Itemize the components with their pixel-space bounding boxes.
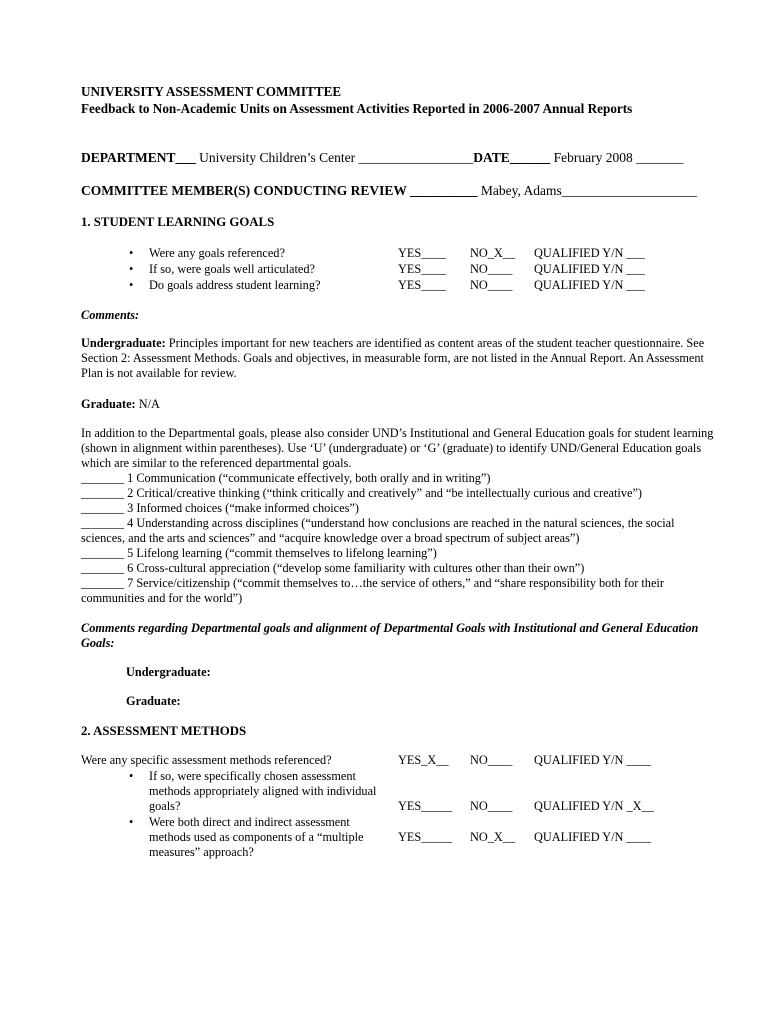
qualified-field: QUALIFIED Y/N ____ [534,753,652,767]
question-text: • Were any goals referenced? [149,246,285,261]
graduate-label: Graduate: [81,397,136,411]
qualified-field: QUALIFIED Y/N ___ [534,262,645,276]
question-text: • If so, were specifically chosen assessment methods appropriately aligned with individual goals? [149,769,394,814]
alignment-undergraduate-label: Undergraduate: [126,665,211,679]
goal-item-4: _______ 4 Understanding across disciplines (“understand how conclusions are reached in the natural sciences, the social [81,516,675,530]
alignment-comments-label: Comments regarding Departmental goals and alignment of Departmental Goals with Institutional and General Education Goals: [81,621,699,650]
no-field: NO____ [470,799,513,813]
qualified-field: QUALIFIED Y/N ___ [534,246,645,260]
question-text: Were any specific assessment methods referenced? [81,753,332,767]
reviewers-label: COMMITTEE MEMBER(S) CONDUCTING REVIEW __________ [81,183,478,198]
question-text: • If so, were goals well articulated? [149,262,315,277]
qualified-field: QUALIFIED Y/N ___ [534,278,645,292]
yes-field: YES____ [398,278,446,292]
qualified-field: QUALIFIED Y/N ____ [534,830,652,844]
department-label: DEPARTMENT___ [81,150,196,165]
no-field: NO____ [470,753,513,767]
goal-item-3: _______ 3 Informed choices (“make informed choices”) [81,501,359,515]
no-field: NO____ [470,262,513,276]
alignment-graduate-label: Graduate: [126,694,181,708]
section-title-student-learning-goals: 1. STUDENT LEARNING GOALS [81,215,275,229]
yes-field: YES____ [398,246,446,260]
goal-item-7-continued: communities and for the world”) [81,591,243,605]
no-field: NO_X__ [470,830,516,844]
date-value: February 2008 _______ [553,150,684,165]
graduate-comment [81,397,160,412]
undergraduate-label: Undergraduate: [81,336,166,350]
goal-item-1: _______ 1 Communication (“communicate effectively, both orally and in writing”) [81,471,491,485]
yes-field: YES____ [398,262,446,276]
goal-item-5: _______ 5 Lifelong learning (“commit themselves to lifelong learning”) [81,546,437,560]
institutional-goals-intro: In addition to the Departmental goals, please also consider UND’s Institutional and General Education goals for student learning (shown in alignment within parentheses). Use ‘U’ (undergraduate) or ‘G’ (graduate) to identify UND/General Education goals which are similar to the referenced departmental goals. [81,426,714,470]
document-subtitle: Feedback to Non-Academic Units on Assessment Activities Reported in 2006-2007 Annual Reports [81,101,633,116]
goal-item-7: _______ 7 Service/citizenship (“commit themselves to…the service of others,” and “share responsibility both for their [81,576,664,590]
department-line [81,150,683,165]
comments-label: Comments: [81,308,140,322]
reviewers-value: Mabey, Adams____________________ [480,183,697,198]
goal-item-4-continued: sciences, and the arts and sciences” and “acquire knowledge over a broad spectrum of subject areas”) [81,531,580,545]
reviewers-line [81,183,697,198]
date-label: DATE______ [473,150,551,165]
department-value: University Children’s Center _________________ [199,150,474,165]
yes-field: YES_____ [398,799,452,813]
no-field: NO____ [470,278,513,292]
question-text: • Do goals address student learning? [149,278,320,293]
committee-title: UNIVERSITY ASSESSMENT COMMITTEE [81,84,342,99]
yes-field: YES_____ [398,830,452,844]
no-field: NO_X__ [470,246,516,260]
qualified-field: QUALIFIED Y/N _X__ [534,799,654,813]
goal-item-2: _______ 2 Critical/creative thinking (“think critically and creatively” and “be intellectually curious and creative”) [81,486,642,500]
question-text: • Were both direct and indirect assessment methods used as components of a “multiple measures” approach? [149,815,394,860]
undergraduate-comment [81,336,721,381]
yes-field: YES_X__ [398,753,449,767]
graduate-text: N/A [135,397,160,411]
undergraduate-text: Principles important for new teachers are identified as content areas of the student teacher questionnaire. See Section 2: Assessment Methods. Goals and objectives, in measurable form, are not listed in the Annual Report. An Assessment Plan is not available for review. [81,336,705,380]
section-title-assessment-methods: 2. ASSESSMENT METHODS [81,724,247,738]
goal-item-6: _______ 6 Cross-cultural appreciation (“develop some familiarity with cultures other than their own”) [81,561,585,575]
